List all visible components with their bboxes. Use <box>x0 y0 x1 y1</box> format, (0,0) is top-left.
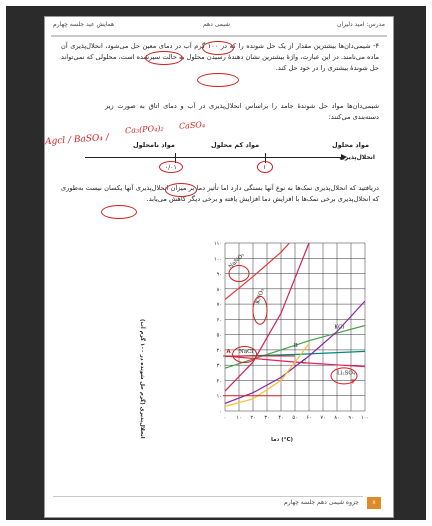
page-header <box>53 21 385 33</box>
chart-y-tick: ۱۱۰ <box>213 241 222 247</box>
scale-arrow-label: انحلال‌پذیری <box>339 154 375 161</box>
scale-mark-2: ۱ <box>263 164 267 171</box>
paragraph-definition: ۴- شیمی‌دان‌ها بیشترین مقدار از یک حل شونده را که در ۱۰۰ گرم آب در دمای معین حل می‌شود، انحلال‌پذیری آن ماده می‌نامند. در این عبارت، واژهٔ بیشترین نشان دهندهٔ رسیدن محلول به حالت سیرشده است، محلولی که نمی‌تواند حل شوندهٔ بیشتری را در خود حل کند. <box>61 42 379 72</box>
footer-text: جزوه شیمی دهم جلسه چهارم <box>283 499 359 506</box>
chart-y-tick: ۳۰ <box>216 363 222 370</box>
chart-series-label: C <box>302 359 307 366</box>
annotation-circle-6 <box>165 183 197 197</box>
chart-x-tick: ۶۰ <box>306 415 312 421</box>
chart-x-tick: ۲۰ <box>250 415 256 421</box>
chart-ylabel: انحلال‌پذیری (گرم حل شونده در ۱۰۰ گرم آب) <box>139 319 145 439</box>
chart-x-tick: ۱۰ <box>236 415 242 421</box>
annotation-circle-3 <box>202 41 234 55</box>
paragraph-classification: شیمی‌دان‌ها مواد حل شوندهٔ جامد را براساس انحلال‌پذیری در آب و دمای اتاق به صورت زیر دسته‌بندی می‌کنند: <box>105 102 379 121</box>
chart-x-tick: ۸۰ <box>334 415 340 421</box>
annotation-circle-5 <box>197 73 239 87</box>
chart-y-tick: ۹۰ <box>216 271 222 278</box>
annotation-circle-2 <box>257 161 273 173</box>
document-page <box>44 16 394 518</box>
header-divider <box>51 35 387 37</box>
chart-series-label: NaCl <box>239 348 254 355</box>
scale-arrow-line <box>85 157 343 158</box>
handwritten-note-2: Ca₃(PO₄)₂ <box>124 123 164 136</box>
page-footer <box>53 495 385 511</box>
handwritten-note-3: CaSO₄ <box>178 120 206 131</box>
chart-series-label: Li₂SO₄ <box>337 370 356 377</box>
scale-cat-soluble: مواد محلول <box>331 141 369 149</box>
chart-series-label: NaNO₃ <box>227 252 246 271</box>
chart-x-tick: ۰ <box>223 415 227 421</box>
chart-annotation: T <box>351 379 355 386</box>
scale-cat-insoluble: مواد نامحلول <box>133 141 175 149</box>
chart-y-tick: ۸۰ <box>216 286 222 293</box>
scale-mark-1: ۰/۰۱ <box>165 164 177 171</box>
chart-x-tick: ۱۰۰ <box>360 415 370 421</box>
annotation-circle-7 <box>101 205 137 219</box>
chart-x-tick: ۹۰ <box>348 415 354 421</box>
header-teacher: مدرس: امید دلیران <box>337 21 385 28</box>
chart-y-tick: ۵۰ <box>216 332 222 339</box>
solubility-chart <box>195 235 375 430</box>
solubility-scale <box>85 141 375 177</box>
page-number-badge: ۸ <box>367 497 381 509</box>
handwritten-note-1: Agcl / BaSO₄ / <box>44 132 110 148</box>
chart-y-tick: ۱۰ <box>216 393 222 400</box>
chart-y-tick: ۱۰۰ <box>213 256 222 263</box>
chart-x-tick: ۳۰ <box>264 415 270 421</box>
chart-xlabel: دما (°C) <box>271 437 294 443</box>
chart-x-tick: ۴۰ <box>278 415 284 421</box>
annotation-circle-4 <box>145 51 183 65</box>
chart-series-label: KNO₃ <box>254 288 266 305</box>
scale-cat-slightly: مواد کم محلول <box>211 141 260 149</box>
chart-y-tick: ۰ <box>219 409 222 415</box>
header-subject: شیمی دهم <box>203 21 231 28</box>
chart-x-tick: ۷۰ <box>320 415 326 421</box>
paragraph-temperature-effect: دریافتید که انحلال‌پذیری نمک‌ها به نوع آنها بستگی دارد اما تأثیر دما بر میزان انحلال‌پذیری آنها یکسان نیست به‌طوری که انحلال‌پذیری برخی نمک‌ها با افزایش دما افزایش یافته و برخی دیگر کاهش می‌یابد. <box>61 184 379 203</box>
annotation-circle-1 <box>159 161 183 173</box>
chart-x-tick: ۵۰ <box>292 415 298 421</box>
chart-y-tick: ۴۰ <box>216 347 222 354</box>
chart-series-label: KCl <box>334 324 345 331</box>
chart-series-label: B <box>293 342 298 349</box>
header-session: همایش عید جلسه چهارم <box>53 21 115 28</box>
chart-y-tick: ۷۰ <box>216 302 222 309</box>
chart-annotation: A <box>226 348 231 355</box>
document-viewer-frame <box>6 6 426 520</box>
chart-y-tick: ۶۰ <box>216 317 222 324</box>
chart-y-tick: ۲۰ <box>216 378 222 385</box>
